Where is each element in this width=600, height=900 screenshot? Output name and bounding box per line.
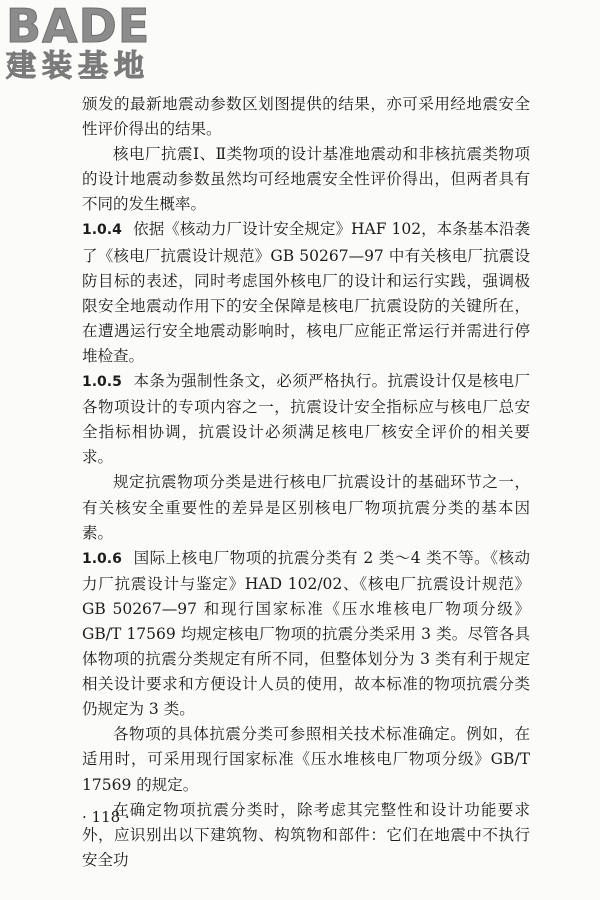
- paragraph: [82, 470, 530, 545]
- paragraph-text: 在确定物项抗震分类时，除考虑其完整性和设计功能要求外，应识别出以下建筑物、构筑物和部件：它们在地震中不执行安全功: [82, 800, 530, 869]
- paragraph: [82, 798, 530, 873]
- paragraph-text: 规定抗震物项分类是进行核电厂抗震设计的基础环节之一，有关核安全重要性的差异是区别核电厂物项抗震分类的基本因素。: [82, 473, 530, 542]
- clause-number: 1.0.6: [82, 550, 122, 567]
- paragraph: [82, 142, 530, 217]
- watermark-logo: [6, 2, 176, 88]
- paragraph-text: 国际上核电厂物项的抗震分类有 2 类～4 类不等。《核动力厂抗震设计与鉴定》HAD 102/02、《核电厂抗震设计规范》GB 50267—97 和现行国家标准《压水堆核电厂物项分级》GB/T 17569 均规定核电厂物项的抗震分类采用 3 类。尽管各具体物项的抗震分类规定有所不同，但整体划分为 3 类有利于规定相关设计要求和方便设计人员的使用，故本标准的物项抗震分类仍规定为 3 类。: [82, 548, 530, 719]
- body-text: [82, 92, 530, 873]
- logo-subtitle: 建装基地: [6, 49, 150, 84]
- paragraph-text: 本条为强制性条文，必须严格执行。抗震设计仅是核电厂各物项设计的专项内容之一，抗震设计安全指标应与核电厂总安全指标相协调，抗震设计必须满足核电厂核安全评价的相关要求。: [82, 372, 530, 467]
- paragraph-text: 颁发的最新地震动参数区划图提供的结果，亦可采用经地震安全性评价得出的结果。: [82, 95, 530, 139]
- paragraph: [82, 217, 530, 369]
- paragraph-text: 依据《核动力厂设计安全规定》HAF 102，本条基本沿袭了《核电厂抗震设计规范》GB 50267—97 中有关核电厂抗震设防目标的表述，同时考虑国外核电厂的设计和运行实践，强调极限安全地震动作用下的安全保障是核电厂抗震设防的关键所在，在遭遇运行安全地震动影响时，核电厂应能正常运行并需进行停堆检查。: [82, 220, 530, 365]
- clause-number: 1.0.4: [82, 222, 122, 239]
- paragraph: [82, 92, 530, 142]
- paragraph-text: 核电厂抗震Ⅰ、Ⅱ类物项的设计基准地震动和非核抗震类物项的设计地震动参数虽然均可经地震安全性评价得出，但两者具有不同的发生概率。: [82, 145, 530, 214]
- logo-word: BADE: [6, 0, 151, 53]
- clause-number: 1.0.5: [82, 374, 122, 391]
- paragraph: [82, 722, 530, 797]
- paragraph: [82, 369, 530, 470]
- page-number: · 118 ·: [82, 808, 130, 826]
- paragraph-text: 各物项的具体抗震分类可参照相关技术标准确定。例如，在适用时，可采用现行国家标准《压水堆核电厂物项分级》GB/T 17569 的规定。: [82, 725, 530, 794]
- paragraph: [82, 546, 530, 723]
